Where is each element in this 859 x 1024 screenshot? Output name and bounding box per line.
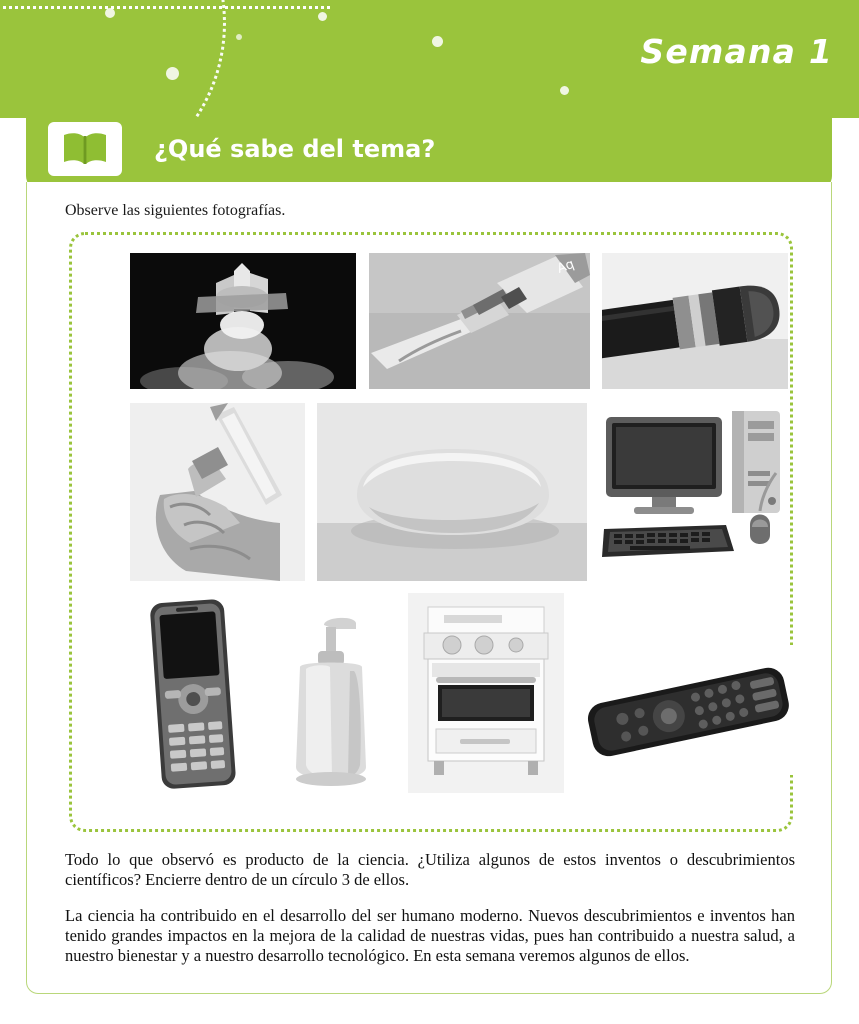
header-bubble bbox=[236, 34, 242, 40]
header-bubble bbox=[432, 36, 443, 47]
page-header-banner bbox=[0, 0, 859, 118]
svg-text:Aq: Aq bbox=[555, 256, 577, 277]
photo-gallery-frame bbox=[69, 232, 793, 832]
photo-rocket-launch[interactable] bbox=[130, 253, 356, 389]
section-header bbox=[26, 118, 832, 180]
header-bubble bbox=[560, 86, 569, 95]
photo-lipstick[interactable] bbox=[602, 253, 788, 389]
intro-text: Observe las siguientes fotografías. bbox=[65, 202, 286, 219]
photo-mobile-phone[interactable] bbox=[134, 595, 254, 795]
photo-remote-control[interactable] bbox=[582, 645, 794, 775]
photo-grid bbox=[72, 235, 790, 829]
photo-kitchen-stove[interactable] bbox=[408, 593, 564, 793]
section-title: ¿Qué sabe del tema? bbox=[154, 135, 436, 163]
header-dotted-arc bbox=[0, 0, 226, 118]
header-bubble bbox=[166, 67, 179, 80]
photo-soap-bar[interactable] bbox=[317, 403, 587, 581]
content-card bbox=[26, 182, 832, 994]
header-bubble bbox=[105, 8, 115, 18]
open-book-icon bbox=[48, 122, 122, 176]
photo-syringe-hands[interactable] bbox=[130, 403, 305, 581]
header-bubble bbox=[318, 12, 327, 21]
paragraph-1: Todo lo que observó es producto de la ciencia. ¿Utiliza algunos de estos inventos o descubrimientos científicos? Encierre dentro de un círculo 3 de ellos. bbox=[65, 850, 795, 889]
photo-toothbrush-toothpaste[interactable] bbox=[369, 253, 590, 389]
photo-soap-dispenser[interactable] bbox=[270, 607, 390, 795]
paragraph-2: La ciencia ha contribuido en el desarrollo del ser humano moderno. Nuevos descubrimientos e inventos han tenido grandes impactos en la mejora de la calidad de nuestras vidas, pues han contribuido a nuestra salud, a nuestro bienestar y a nuestro desarrollo tecnológico. En esta semana veremos algunos de ellos. bbox=[65, 906, 795, 965]
week-title: Semana 1 bbox=[640, 32, 833, 71]
open-book-icon-glyph bbox=[62, 132, 108, 166]
photo-desktop-computer[interactable] bbox=[600, 407, 790, 579]
